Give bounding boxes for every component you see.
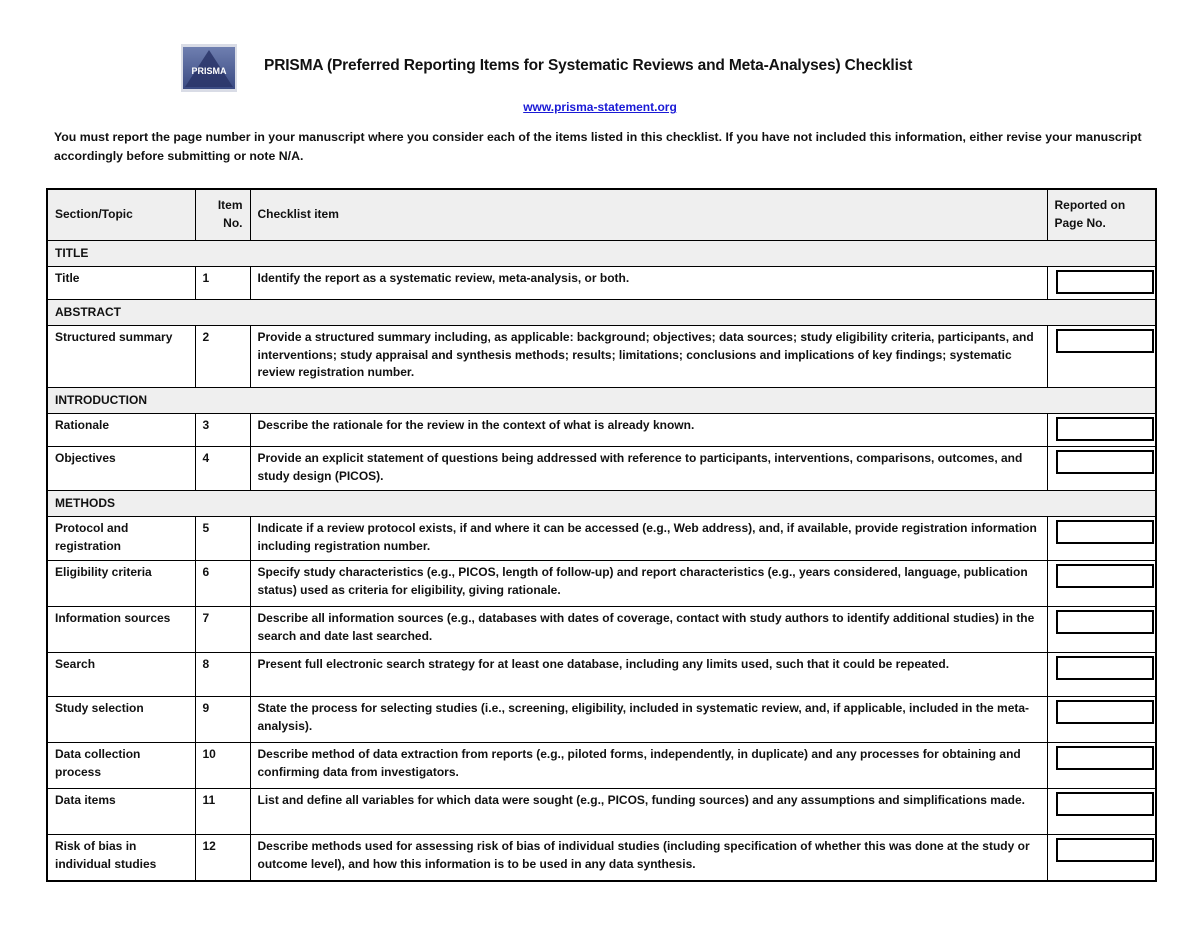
page-number-cell [1047, 326, 1156, 388]
column-header-section: Section/Topic [47, 189, 195, 241]
page-number-cell [1047, 607, 1156, 653]
page-number-cell [1047, 743, 1156, 789]
column-header-page: Reported on Page No. [1047, 189, 1156, 241]
table-row [47, 326, 1156, 388]
checklist-item-cell: Describe methods used for assessing risk of bias of individual studies (including specification of whether this was done at the study or outcome level), and how this information is to be used in any data synthesis. [250, 835, 1047, 881]
section-row [47, 300, 1156, 326]
section-topic-cell: Study selection [47, 697, 195, 743]
page-number-input[interactable] [1056, 656, 1154, 680]
checklist-body [47, 241, 1156, 881]
item-number-cell: 2 [195, 326, 250, 388]
item-number-cell: 6 [195, 561, 250, 607]
checklist-item-cell: Describe all information sources (e.g., databases with dates of coverage, contact with study authors to identify additional studies) in the search and date last searched. [250, 607, 1047, 653]
page-number-input[interactable] [1056, 270, 1154, 294]
page-number-input[interactable] [1056, 746, 1154, 770]
page-number-cell [1047, 653, 1156, 697]
checklist-item-cell: Identify the report as a systematic review, meta-analysis, or both. [250, 267, 1047, 300]
item-number-cell: 4 [195, 447, 250, 491]
page-number-cell [1047, 517, 1156, 561]
page-number-input[interactable] [1056, 792, 1154, 816]
section-topic-cell: Rationale [47, 414, 195, 447]
checklist-item-cell: Indicate if a review protocol exists, if and where it can be accessed (e.g., Web address), and, if available, provide registration information including registration number. [250, 517, 1047, 561]
checklist-item-cell: Provide an explicit statement of questions being addressed with reference to participants, interventions, comparisons, outcomes, and study design (PICOS). [250, 447, 1047, 491]
table-row [47, 743, 1156, 789]
page-number-cell [1047, 697, 1156, 743]
section-heading: ABSTRACT [47, 300, 1156, 326]
table-row [47, 517, 1156, 561]
website-link[interactable]: www.prisma-statement.org [523, 100, 677, 114]
table-row [47, 414, 1156, 447]
item-number-cell: 8 [195, 653, 250, 697]
checklist-item-cell: Provide a structured summary including, as applicable: background; objectives; data sources; study eligibility criteria, participants, and interventions; study appraisal and synthesis methods; results; limitations; conclusions and implications of key findings; systematic review registration number. [250, 326, 1047, 388]
section-topic-cell: Data items [47, 789, 195, 835]
page-number-input[interactable] [1056, 329, 1154, 353]
section-topic-cell: Data collection process [47, 743, 195, 789]
section-topic-cell: Title [47, 267, 195, 300]
page-number-cell [1047, 835, 1156, 881]
section-topic-cell: Structured summary [47, 326, 195, 388]
section-row [47, 241, 1156, 267]
checklist-item-cell: Specify study characteristics (e.g., PICOS, length of follow-up) and report characteristics (e.g., years considered, language, publication status) used as criteria for eligibility, giving rationale. [250, 561, 1047, 607]
logo-text: PRISMA [191, 66, 227, 76]
section-topic-cell: Search [47, 653, 195, 697]
section-topic-cell: Protocol and registration [47, 517, 195, 561]
checklist-item-cell: List and define all variables for which data were sought (e.g., PICOS, funding sources) and any assumptions and simplifications made. [250, 789, 1047, 835]
page-number-input[interactable] [1056, 417, 1154, 441]
checklist-table [46, 188, 1157, 882]
page-number-input[interactable] [1056, 520, 1154, 544]
page-number-cell [1047, 267, 1156, 300]
item-number-cell: 3 [195, 414, 250, 447]
page-number-input[interactable] [1056, 564, 1154, 588]
table-row [47, 653, 1156, 697]
section-heading: METHODS [47, 491, 1156, 517]
page-number-input[interactable] [1056, 610, 1154, 634]
prisma-logo [181, 44, 237, 92]
page-number-cell [1047, 789, 1156, 835]
table-row [47, 835, 1156, 881]
page-number-cell [1047, 447, 1156, 491]
item-number-cell: 7 [195, 607, 250, 653]
page-number-cell [1047, 414, 1156, 447]
table-row [47, 697, 1156, 743]
column-header-item-no: Item No. [195, 189, 250, 241]
checklist-item-cell: Describe method of data extraction from reports (e.g., piloted forms, independently, in duplicate) and any processes for obtaining and confirming data from investigators. [250, 743, 1047, 789]
page-number-input[interactable] [1056, 450, 1154, 474]
section-topic-cell: Eligibility criteria [47, 561, 195, 607]
column-header-checklist-item: Checklist item [250, 189, 1047, 241]
header-row [47, 189, 1156, 241]
item-number-cell: 10 [195, 743, 250, 789]
item-number-cell: 1 [195, 267, 250, 300]
checklist-item-cell: Describe the rationale for the review in the context of what is already known. [250, 414, 1047, 447]
page-number-cell [1047, 561, 1156, 607]
page-title: PRISMA (Preferred Reporting Items for Systematic Reviews and Meta-Analyses) Checklist [264, 57, 913, 74]
item-number-cell: 9 [195, 697, 250, 743]
table-row [47, 607, 1156, 653]
section-topic-cell: Risk of bias in individual studies [47, 835, 195, 881]
section-topic-cell: Objectives [47, 447, 195, 491]
table-row [47, 789, 1156, 835]
item-number-cell: 5 [195, 517, 250, 561]
item-number-cell: 12 [195, 835, 250, 881]
page-number-input[interactable] [1056, 838, 1154, 862]
table-row [47, 447, 1156, 491]
item-number-cell: 11 [195, 789, 250, 835]
table-row [47, 267, 1156, 300]
section-topic-cell: Information sources [47, 607, 195, 653]
section-row [47, 491, 1156, 517]
page-number-input[interactable] [1056, 700, 1154, 724]
instructions-text: You must report the page number in your manuscript where you consider each of the items listed in this checklist. If you have not included this information, either revise your manuscript accordingly before submitting or note N/A. [54, 130, 1142, 163]
section-heading: TITLE [47, 241, 1156, 267]
section-row [47, 388, 1156, 414]
checklist-item-cell: Present full electronic search strategy for at least one database, including any limits used, such that it could be repeated. [250, 653, 1047, 697]
section-heading: INTRODUCTION [47, 388, 1156, 414]
table-row [47, 561, 1156, 607]
checklist-item-cell: State the process for selecting studies (i.e., screening, eligibility, included in systematic review, and, if applicable, included in the meta-analysis). [250, 697, 1047, 743]
